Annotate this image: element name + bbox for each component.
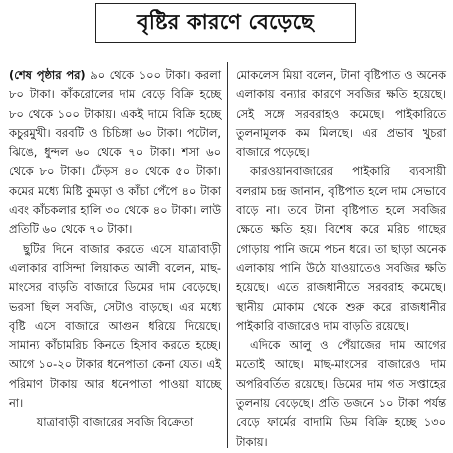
paragraph-5: কারওয়ানবাজারের পাইকারি ব্যবসায়ী বলরাম চন্দ্র জানান, বৃষ্টিপাত হলে দাম সেভাবে বাড়ে না। তবে টানা বৃষ্টিপাত হলে সবজির ক্ষেতে ক্ষতি হয়। বিশেষ করে মরিচ গাছের গোড়ায় পানি জমে পচন ধরে। তা ছাড়া অনেক এলাকায় পানি উঠে যাওয়াতেও সবজির ক্ষতি হয়েছে। এতে রাজধানীতে সরবরাহ কমেছে। স্থানীয় মোকাম থেকে শুরু করে রাজধানীর পাইকারি বাজারেও দাম বাড়তি রয়েছে। xyxy=(236,164,446,333)
paragraph-4: মোকলেস মিয়া বলেন, টানা বৃষ্টিপাত ও অনেক এলাকায় বন্যার কারণে সবজির ক্ষতি হয়েছে। সেই সঙ্গে সরবরাহও কমেছে। পাইকারিতে তুলনামূলক কম মিলছে। এর প্রভাব খুচরা বাজারে পড়েছে। xyxy=(236,68,446,160)
headline: বৃষ্টির কারণে বেড়েছে xyxy=(137,9,314,34)
paragraph-1-text: ৯০ থেকে ১০০ টাকা। করলা ৮০ টাকা। কাঁকরোলের দাম বেড়ে বিক্রি হচ্ছে ৮০ থেকে ১০০ টাকায়। একই দামে বিক্রি হচ্ছে কচুরমুখী। বরবটি ও চিচিঙ্গা ৬০ টাকা। পটোল, ঝিঙে, ধুন্দল ৬০ থেকে ৭০ টাকা। শসা ৬০ থেকে ৮০ টাকা। ঢেঁড়স ৪০ থেকে ৫০ টাকা। কমের মধ্যে মিষ্টি কুমড়া ও কাঁচা পেঁপে ৪০ টাকা এবং কাঁচকলার হালি ৩০ থেকে ৪০ টাকা। লাউ প্রতিটি ৬০ থেকে ৭০ টাকা। xyxy=(9,68,221,237)
paragraph-2: ছুটির দিনে বাজার করতে এসে যাত্রাবাড়ী এলাকার বাসিন্দা লিয়াকত আলী বলেন, মাছ-মাংসের বাড়তি বাজারে ডিমের দাম বেড়েছে। ভরসা ছিল সবজি, সেটাও বাড়ছে। এর মধ্যে বৃষ্টি এসে বাজারে আগুন ধরিয়ে দিয়েছে। সামান্য কাঁচামরিচ কিনতে হিসাব করতে হচ্ছে। আগে ১০-২০ টাকার ধনেপাতা কেনা যেত। এই পরিমাণ টাকায় আর ধনেপাতা পাওয়া যাচ্ছে না। xyxy=(9,241,221,411)
paragraph-3: যাত্রাবাড়ী বাজারের সবজি বিক্রেতা xyxy=(36,415,194,430)
continued-from-label: (শেষ পৃষ্ঠার পর) xyxy=(9,68,86,82)
paragraph-6: এদিকে আলু ও পেঁয়াজের দাম আগের মতোই আছে। মাছ-মাংসের বাজারেও দাম অপরিবর্তিত রয়েছে। ডিমের দাম গত সপ্তাহের তুলনায় বেড়েছে। প্রতি ডজনে ১০ টাকা পর্যন্ত বেড়ে ফার্মের বাদামি ডিম বিক্রি হচ্ছে ১৩০ টাকায়। xyxy=(236,338,446,449)
right-column xyxy=(236,66,446,452)
paragraph-1 xyxy=(9,66,221,240)
left-column xyxy=(9,66,221,433)
headline-box xyxy=(95,3,356,43)
column-divider xyxy=(227,62,228,448)
